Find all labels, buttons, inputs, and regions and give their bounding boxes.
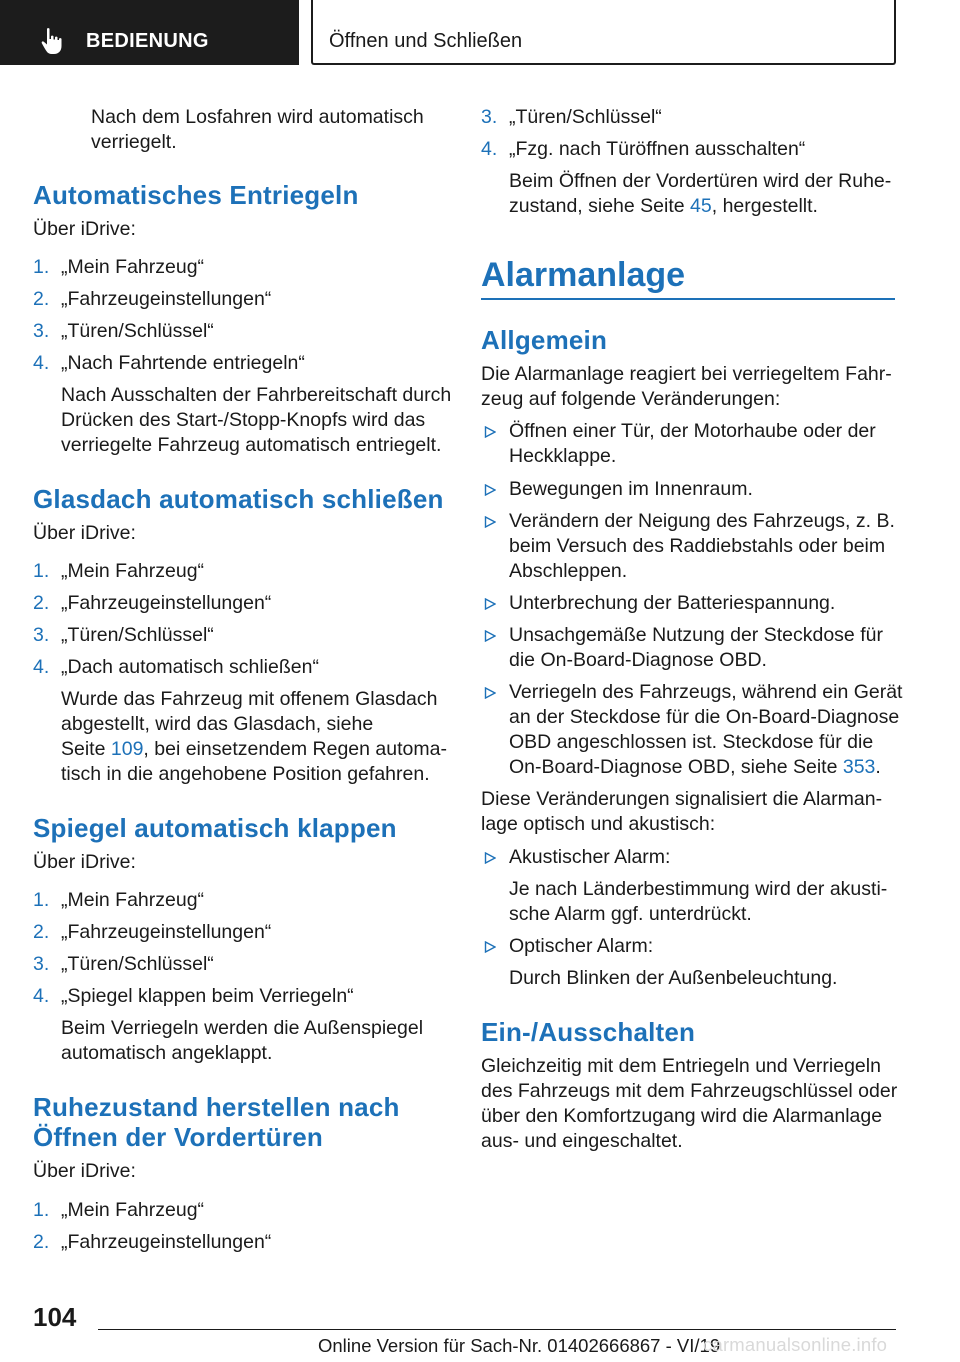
step-detail: Drücken des Start-/Stopp-Knopfs wird das (61, 409, 426, 431)
step-text: „Mein Fahrzeug“ (61, 560, 205, 582)
step-number: 1. (33, 560, 50, 582)
footer-rule (98, 1329, 896, 1330)
watermark: carmanualsonline.info (703, 1334, 888, 1355)
step-number: 4. (33, 985, 50, 1007)
chapter-header (311, 0, 896, 65)
lead-text: Über iDrive: (33, 1160, 136, 1182)
step-number: 2. (33, 592, 50, 614)
paragraph-line: Nach dem Losfahren wird automatisch (91, 106, 424, 128)
step-text: „Spiegel klappen beim Verriegeln“ (61, 985, 354, 1007)
lead-text: Über iDrive: (33, 851, 136, 873)
section-heading: Ruhezustand herstellen nach (33, 1092, 400, 1122)
step-number: 3. (33, 320, 50, 342)
step-text: „Nach Fahrtende entriegeln“ (61, 352, 305, 374)
step-text: „Fahrzeugeinstellungen“ (61, 921, 272, 943)
step-detail (61, 737, 447, 762)
section-heading: Automatisches Entriegeln (33, 180, 359, 210)
triangle-right-icon (484, 941, 496, 953)
section-heading: Ein-/Ausschalten (481, 1017, 696, 1047)
paragraph-line: Die Alarmanlage reagiert bei verriegeltem Fahr‐ (481, 363, 892, 385)
step-detail: Beim Öffnen der Vordertüren wird der Ruhe‐ (509, 170, 892, 192)
paragraph-line: über den Komfortzugang wird die Alarmanlage (481, 1105, 883, 1127)
step-text: „Fahrzeugeinstellungen“ (61, 288, 272, 310)
hand-pointer-icon (40, 27, 66, 55)
step-detail: tisch in die angehobene Position gefahren. (61, 763, 430, 785)
step-number: 2. (33, 921, 50, 943)
step-detail: Nach Ausschalten der Fahrbereitschaft durch (61, 384, 452, 406)
bullet-text (509, 755, 881, 780)
section-heading: Öffnen der Vordertüren (33, 1122, 323, 1152)
step-text: „Türen/Schlüssel“ (61, 953, 214, 975)
bullet-text: beim Versuch des Raddiebstahls oder beim (509, 535, 886, 557)
triangle-right-icon (484, 687, 496, 699)
triangle-right-icon (484, 852, 496, 864)
step-number: 3. (33, 953, 50, 975)
section-heading: Glasdach automatisch schließen (33, 484, 444, 514)
step-number: 4. (481, 138, 498, 160)
heading-rule (481, 298, 895, 300)
chapter-heading: Alarmanlage (481, 256, 686, 294)
paragraph-line: aus- und eingeschaltet. (481, 1130, 683, 1152)
lead-text: Über iDrive: (33, 522, 136, 544)
lead-text: Über iDrive: (33, 218, 136, 240)
bullet-text: OBD angeschlossen ist. Steckdose für die (509, 731, 874, 753)
bullet-text: Unterbrechung der Batteriespannung. (509, 592, 836, 614)
bullet-text: Bewegungen im Innenraum. (509, 478, 753, 500)
chapter-title: Öffnen und Schließen (329, 30, 523, 52)
step-number: 1. (33, 1199, 50, 1221)
bullet-text: Akustischer Alarm: (509, 846, 671, 868)
triangle-right-icon (484, 516, 496, 528)
step-detail: verriegelte Fahrzeug automatisch entriegelt. (61, 434, 442, 456)
page-number: 104 (33, 1302, 77, 1332)
step-detail (509, 194, 818, 219)
step-text: „Türen/Schlüssel“ (61, 320, 214, 342)
bullet-text: Verändern der Neigung des Fahrzeugs, z. B. (509, 510, 895, 532)
section-heading: Spiegel automatisch klappen (33, 813, 397, 843)
bullet-text: Verriegeln des Fahrzeugs, während ein Gerät (509, 681, 903, 703)
paragraph-line: Gleichzeitig mit dem Entriegeln und Verriegeln (481, 1055, 881, 1077)
bullet-text: Heckklappe. (509, 445, 617, 467)
step-detail: abgestellt, wird das Glasdach, siehe (61, 713, 374, 735)
step-text: „Mein Fahrzeug“ (61, 889, 205, 911)
bullet-text: Unsachgemäße Nutzung der Steckdose für (509, 624, 883, 646)
triangle-right-icon (484, 426, 496, 438)
page-link[interactable]: 353 (842, 756, 876, 778)
step-text: „Fzg. nach Türöffnen ausschalten“ (509, 138, 806, 160)
paragraph-line: zeug auf folgende Veränderungen: (481, 388, 781, 410)
triangle-right-icon (484, 484, 496, 496)
bullet-text: die On-Board-Diagnose OBD. (509, 649, 767, 671)
triangle-right-icon (484, 598, 496, 610)
text-span: zustand, siehe Seite (509, 195, 691, 217)
paragraph-line: verriegelt. (91, 131, 177, 153)
step-text: „Mein Fahrzeug“ (61, 256, 205, 278)
step-text: „Dach automatisch schließen“ (61, 656, 319, 678)
step-number: 1. (33, 256, 50, 278)
online-version-note: Online Version für Sach-Nr. 01402666867 - VI/19 (318, 1335, 721, 1356)
text-span: , bei einsetzendem Regen automa‐ (143, 738, 447, 760)
step-detail: Wurde das Fahrzeug mit offenem Glasdach (61, 688, 438, 710)
section-tab (0, 0, 299, 65)
bullet-detail: Durch Blinken der Außenbeleuchtung. (509, 967, 838, 989)
step-detail: automatisch angeklappt. (61, 1042, 273, 1064)
text-span: On-Board-Diagnose OBD, siehe Seite (509, 756, 843, 778)
step-number: 4. (33, 352, 50, 374)
step-text: „Türen/Schlüssel“ (509, 106, 662, 128)
step-number: 2. (33, 1231, 50, 1253)
text-span: Seite (61, 738, 111, 760)
triangle-right-icon (484, 630, 496, 642)
bullet-text: an der Steckdose für die On-Board-Diagnose (509, 706, 900, 728)
step-text: „Mein Fahrzeug“ (61, 1199, 205, 1221)
step-text: „Fahrzeugeinstellungen“ (61, 592, 272, 614)
step-text: „Fahrzeugeinstellungen“ (61, 1231, 272, 1253)
bullet-text: Abschleppen. (509, 560, 628, 582)
section-heading: Allgemein (481, 325, 608, 355)
step-number: 4. (33, 656, 50, 678)
bullet-text: Öffnen einer Tür, der Motorhaube oder der (509, 420, 876, 442)
text-span: . (875, 756, 881, 778)
page-link[interactable]: 109 (110, 738, 144, 760)
page-link[interactable]: 45 (690, 195, 712, 217)
step-number: 1. (33, 889, 50, 911)
bullet-detail: Je nach Länderbestimmung wird der akusti‐ (509, 878, 888, 900)
step-text: „Türen/Schlüssel“ (61, 624, 214, 646)
section-label: BEDIENUNG (86, 30, 209, 52)
step-number: 3. (33, 624, 50, 646)
text-span: , hergestellt. (711, 195, 818, 217)
step-detail: Beim Verriegeln werden die Außenspiegel (61, 1017, 424, 1039)
step-number: 2. (33, 288, 50, 310)
step-number: 3. (481, 106, 498, 128)
paragraph-line: des Fahrzeugs mit dem Fahrzeugschlüssel oder (481, 1080, 898, 1102)
bullet-detail: sche Alarm ggf. unterdrückt. (509, 903, 752, 925)
paragraph-line: Diese Veränderungen signalisiert die Alarman‐ (481, 788, 883, 810)
paragraph-line: lage optisch und akustisch: (481, 813, 716, 835)
bullet-text: Optischer Alarm: (509, 935, 654, 957)
